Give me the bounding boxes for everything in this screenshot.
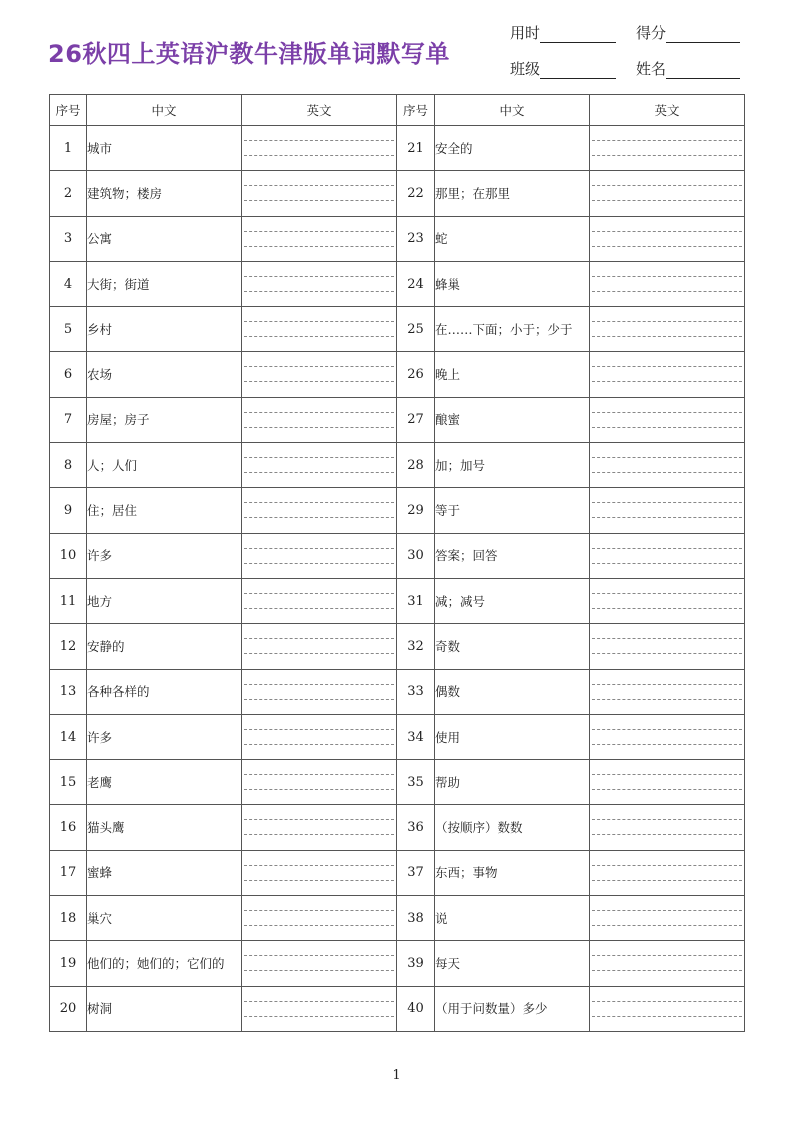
writing-guide-line xyxy=(592,231,742,232)
item-number: 28 xyxy=(397,443,435,488)
page-number: 1 xyxy=(392,1068,401,1083)
english-answer-blank[interactable] xyxy=(590,805,745,850)
english-answer-blank[interactable] xyxy=(242,171,397,216)
writing-guide-line xyxy=(244,880,394,881)
chinese-word: 使用 xyxy=(435,714,590,759)
english-answer-blank[interactable] xyxy=(590,397,745,442)
writing-guide-line xyxy=(244,155,394,156)
item-number: 17 xyxy=(50,850,87,895)
writing-guide-line xyxy=(592,608,742,609)
writing-guide-line xyxy=(244,336,394,337)
chinese-word: 许多 xyxy=(87,714,242,759)
writing-guide-line xyxy=(244,381,394,382)
writing-guide-line xyxy=(244,246,394,247)
writing-guide-line xyxy=(592,699,742,700)
writing-guide-line xyxy=(592,955,742,956)
chinese-word: 安静的 xyxy=(87,624,242,669)
writing-guide-line xyxy=(592,880,742,881)
chinese-word: 酿蜜 xyxy=(435,397,590,442)
english-answer-blank[interactable] xyxy=(590,261,745,306)
chinese-word: 安全的 xyxy=(435,126,590,171)
chinese-word: 蜂巢 xyxy=(435,261,590,306)
writing-guide-line xyxy=(244,744,394,745)
table-row xyxy=(50,760,745,805)
time-used-blank[interactable] xyxy=(540,26,616,43)
english-answer-blank[interactable] xyxy=(242,488,397,533)
item-number: 33 xyxy=(397,669,435,714)
english-answer-blank[interactable] xyxy=(590,578,745,623)
item-number: 10 xyxy=(50,533,87,578)
table-row xyxy=(50,533,745,578)
table-row xyxy=(50,669,745,714)
writing-guide-line xyxy=(244,185,394,186)
writing-guide-line xyxy=(592,925,742,926)
column-header-english: 英文 xyxy=(590,95,745,126)
writing-guide-line xyxy=(592,1001,742,1002)
vocabulary-table xyxy=(49,94,745,1032)
writing-guide-line xyxy=(244,865,394,866)
chinese-word: 奇数 xyxy=(435,624,590,669)
chinese-word: 树洞 xyxy=(87,986,242,1031)
chinese-word: 城市 xyxy=(87,126,242,171)
english-answer-blank[interactable] xyxy=(242,216,397,261)
chinese-word: 人；人们 xyxy=(87,443,242,488)
writing-guide-line xyxy=(244,699,394,700)
writing-guide-line xyxy=(244,970,394,971)
writing-guide-line xyxy=(244,608,394,609)
chinese-word: 偶数 xyxy=(435,669,590,714)
item-number: 6 xyxy=(50,352,87,397)
worksheet-title: 26秋四上英语沪教牛津版单词默写单 xyxy=(48,40,450,68)
writing-guide-line xyxy=(592,774,742,775)
english-answer-blank[interactable] xyxy=(590,714,745,759)
table-row xyxy=(50,443,745,488)
chinese-word: （用于问数量）多少 xyxy=(435,986,590,1031)
writing-guide-line xyxy=(244,653,394,654)
writing-guide-line xyxy=(244,925,394,926)
table-row xyxy=(50,578,745,623)
english-answer-blank[interactable] xyxy=(242,397,397,442)
writing-guide-line xyxy=(244,774,394,775)
english-answer-blank[interactable] xyxy=(242,533,397,578)
writing-guide-line xyxy=(244,200,394,201)
time-used-field xyxy=(510,22,616,43)
english-answer-blank[interactable] xyxy=(590,986,745,1031)
writing-guide-line xyxy=(244,457,394,458)
table-row xyxy=(50,805,745,850)
chinese-word: 那里；在那里 xyxy=(435,171,590,216)
writing-guide-line xyxy=(592,412,742,413)
english-answer-blank[interactable] xyxy=(242,760,397,805)
item-number: 16 xyxy=(50,805,87,850)
writing-guide-line xyxy=(592,563,742,564)
writing-guide-line xyxy=(592,744,742,745)
writing-guide-line xyxy=(592,291,742,292)
table-row xyxy=(50,986,745,1031)
table-row xyxy=(50,941,745,986)
english-answer-blank[interactable] xyxy=(242,805,397,850)
english-answer-blank[interactable] xyxy=(590,941,745,986)
writing-guide-line xyxy=(244,231,394,232)
chinese-word: 许多 xyxy=(87,533,242,578)
item-number: 19 xyxy=(50,941,87,986)
writing-guide-line xyxy=(592,970,742,971)
item-number: 30 xyxy=(397,533,435,578)
english-answer-blank[interactable] xyxy=(590,171,745,216)
chinese-word: 帮助 xyxy=(435,760,590,805)
score-field xyxy=(636,22,740,43)
item-number: 2 xyxy=(50,171,87,216)
table-row xyxy=(50,171,745,216)
item-number: 27 xyxy=(397,397,435,442)
chinese-word: 说 xyxy=(435,896,590,941)
english-answer-blank[interactable] xyxy=(590,624,745,669)
item-number: 23 xyxy=(397,216,435,261)
writing-guide-line xyxy=(244,955,394,956)
english-answer-blank[interactable] xyxy=(590,307,745,352)
table-row xyxy=(50,126,745,171)
writing-guide-line xyxy=(592,321,742,322)
item-number: 5 xyxy=(50,307,87,352)
writing-guide-line xyxy=(244,502,394,503)
item-number: 1 xyxy=(50,126,87,171)
class-label: 班级 xyxy=(510,60,541,78)
writing-guide-line xyxy=(592,276,742,277)
english-answer-blank[interactable] xyxy=(242,986,397,1031)
score-label: 得分 xyxy=(636,24,667,42)
english-answer-blank[interactable] xyxy=(590,126,745,171)
writing-guide-line xyxy=(244,472,394,473)
item-number: 7 xyxy=(50,397,87,442)
english-answer-blank[interactable] xyxy=(590,216,745,261)
writing-guide-line xyxy=(244,1016,394,1017)
writing-guide-line xyxy=(592,638,742,639)
chinese-word: 建筑物；楼房 xyxy=(87,171,242,216)
item-number: 38 xyxy=(397,896,435,941)
chinese-word: 各种各样的 xyxy=(87,669,242,714)
chinese-word: （按顺序）数数 xyxy=(435,805,590,850)
chinese-word: 猫头鹰 xyxy=(87,805,242,850)
writing-guide-line xyxy=(592,834,742,835)
table-row xyxy=(50,307,745,352)
english-answer-blank[interactable] xyxy=(590,850,745,895)
chinese-word: 老鹰 xyxy=(87,760,242,805)
item-number: 26 xyxy=(397,352,435,397)
column-header-english: 英文 xyxy=(242,95,397,126)
item-number: 35 xyxy=(397,760,435,805)
writing-guide-line xyxy=(244,834,394,835)
item-number: 4 xyxy=(50,261,87,306)
item-number: 9 xyxy=(50,488,87,533)
writing-guide-line xyxy=(592,185,742,186)
item-number: 18 xyxy=(50,896,87,941)
writing-guide-line xyxy=(592,200,742,201)
english-answer-blank[interactable] xyxy=(242,669,397,714)
item-number: 31 xyxy=(397,578,435,623)
english-answer-blank[interactable] xyxy=(242,261,397,306)
english-answer-blank[interactable] xyxy=(242,352,397,397)
item-number: 32 xyxy=(397,624,435,669)
english-answer-blank[interactable] xyxy=(590,760,745,805)
english-answer-blank[interactable] xyxy=(242,896,397,941)
writing-guide-line xyxy=(592,517,742,518)
english-answer-blank[interactable] xyxy=(590,669,745,714)
chinese-word: 等于 xyxy=(435,488,590,533)
item-number: 24 xyxy=(397,261,435,306)
item-number: 8 xyxy=(50,443,87,488)
english-answer-blank[interactable] xyxy=(590,896,745,941)
class-blank[interactable] xyxy=(540,62,616,79)
item-number: 20 xyxy=(50,986,87,1031)
time-used-label: 用时 xyxy=(510,24,541,42)
chinese-word: 晚上 xyxy=(435,352,590,397)
writing-guide-line xyxy=(592,729,742,730)
table-row xyxy=(50,624,745,669)
chinese-word: 答案；回答 xyxy=(435,533,590,578)
column-header-number: 序号 xyxy=(50,95,87,126)
writing-guide-line xyxy=(592,684,742,685)
english-answer-blank[interactable] xyxy=(242,126,397,171)
item-number: 37 xyxy=(397,850,435,895)
writing-guide-line xyxy=(244,910,394,911)
writing-guide-line xyxy=(244,1001,394,1002)
writing-guide-line xyxy=(592,865,742,866)
writing-guide-line xyxy=(244,684,394,685)
name-blank[interactable] xyxy=(666,62,740,79)
item-number: 14 xyxy=(50,714,87,759)
english-answer-blank[interactable] xyxy=(590,533,745,578)
chinese-word: 减；减号 xyxy=(435,578,590,623)
writing-guide-line xyxy=(592,427,742,428)
table-row xyxy=(50,352,745,397)
item-number: 21 xyxy=(397,126,435,171)
chinese-word: 地方 xyxy=(87,578,242,623)
writing-guide-line xyxy=(592,140,742,141)
score-blank[interactable] xyxy=(666,26,740,43)
writing-guide-line xyxy=(244,729,394,730)
chinese-word: 蜜蜂 xyxy=(87,850,242,895)
table-row xyxy=(50,397,745,442)
english-answer-blank[interactable] xyxy=(242,443,397,488)
writing-guide-line xyxy=(244,819,394,820)
english-answer-blank[interactable] xyxy=(590,352,745,397)
table-header-row xyxy=(50,95,745,126)
chinese-word: 农场 xyxy=(87,352,242,397)
name-label: 姓名 xyxy=(636,60,667,78)
writing-guide-line xyxy=(244,638,394,639)
writing-guide-line xyxy=(244,291,394,292)
writing-guide-line xyxy=(244,593,394,594)
item-number: 12 xyxy=(50,624,87,669)
chinese-word: 加；加号 xyxy=(435,443,590,488)
chinese-word: 公寓 xyxy=(87,216,242,261)
writing-guide-line xyxy=(244,789,394,790)
writing-guide-line xyxy=(592,366,742,367)
english-answer-blank[interactable] xyxy=(242,307,397,352)
table-row xyxy=(50,488,745,533)
item-number: 22 xyxy=(397,171,435,216)
writing-guide-line xyxy=(592,1016,742,1017)
item-number: 15 xyxy=(50,760,87,805)
writing-guide-line xyxy=(592,246,742,247)
writing-guide-line xyxy=(592,910,742,911)
english-answer-blank[interactable] xyxy=(242,578,397,623)
writing-guide-line xyxy=(244,412,394,413)
writing-guide-line xyxy=(592,819,742,820)
writing-guide-line xyxy=(592,155,742,156)
writing-guide-line xyxy=(244,517,394,518)
item-number: 3 xyxy=(50,216,87,261)
chinese-word: 住；居住 xyxy=(87,488,242,533)
item-number: 39 xyxy=(397,941,435,986)
writing-guide-line xyxy=(592,472,742,473)
writing-guide-line xyxy=(592,336,742,337)
chinese-word: 大街；街道 xyxy=(87,261,242,306)
english-answer-blank[interactable] xyxy=(590,443,745,488)
writing-guide-line xyxy=(244,427,394,428)
table-row xyxy=(50,216,745,261)
writing-guide-line xyxy=(592,457,742,458)
writing-guide-line xyxy=(592,593,742,594)
item-number: 29 xyxy=(397,488,435,533)
writing-guide-line xyxy=(244,563,394,564)
item-number: 13 xyxy=(50,669,87,714)
chinese-word: 蛇 xyxy=(435,216,590,261)
item-number: 34 xyxy=(397,714,435,759)
english-answer-blank[interactable] xyxy=(242,850,397,895)
table-row xyxy=(50,896,745,941)
column-header-number: 序号 xyxy=(397,95,435,126)
chinese-word: 东西；事物 xyxy=(435,850,590,895)
item-number: 40 xyxy=(397,986,435,1031)
writing-guide-line xyxy=(592,653,742,654)
chinese-word: 房屋；房子 xyxy=(87,397,242,442)
chinese-word: 每天 xyxy=(435,941,590,986)
writing-guide-line xyxy=(592,502,742,503)
class-field xyxy=(510,58,616,79)
item-number: 11 xyxy=(50,578,87,623)
writing-guide-line xyxy=(244,321,394,322)
item-number: 36 xyxy=(397,805,435,850)
table-row xyxy=(50,850,745,895)
item-number: 25 xyxy=(397,307,435,352)
table-row xyxy=(50,714,745,759)
chinese-word: 巢穴 xyxy=(87,896,242,941)
chinese-word: 乡村 xyxy=(87,307,242,352)
writing-guide-line xyxy=(244,140,394,141)
writing-guide-line xyxy=(592,548,742,549)
column-header-chinese: 中文 xyxy=(435,95,590,126)
english-answer-blank[interactable] xyxy=(242,624,397,669)
english-answer-blank[interactable] xyxy=(242,941,397,986)
english-answer-blank[interactable] xyxy=(590,488,745,533)
writing-guide-line xyxy=(244,548,394,549)
writing-guide-line xyxy=(592,789,742,790)
column-header-chinese: 中文 xyxy=(87,95,242,126)
table-row xyxy=(50,261,745,306)
chinese-word: 他们的；她们的；它们的 xyxy=(87,941,242,986)
writing-guide-line xyxy=(244,366,394,367)
english-answer-blank[interactable] xyxy=(242,714,397,759)
chinese-word: 在……下面；小于；少于 xyxy=(435,307,590,352)
writing-guide-line xyxy=(244,276,394,277)
writing-guide-line xyxy=(592,381,742,382)
name-field xyxy=(636,58,740,79)
